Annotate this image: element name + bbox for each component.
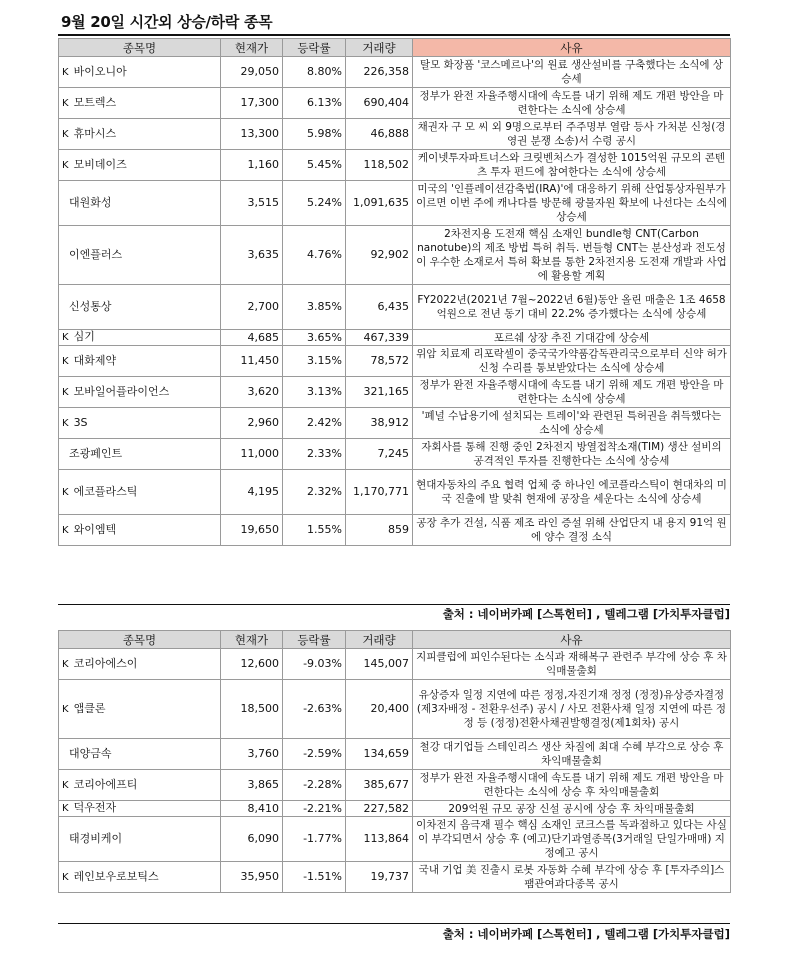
header-name: 종목명 [59, 631, 221, 649]
price-cell: 18,500 [221, 680, 283, 739]
volume-cell: 92,902 [346, 226, 413, 285]
table-row [59, 817, 731, 862]
market-marker: K [62, 658, 69, 670]
stock-name: 휴마시스 [73, 126, 117, 140]
market-marker: K [62, 803, 69, 814]
price-cell: 17,300 [221, 88, 283, 119]
stock-name-cell [59, 801, 221, 817]
fall-table [58, 630, 731, 893]
reason-cell: 정부가 완전 자율주행시대에 속도를 내기 위해 제도 개편 방안을 마련한다는 소식에 상승세 [413, 377, 731, 408]
fall-header-row [59, 631, 731, 649]
reason-cell: FY2022년(2021년 7월~2022년 6월)동안 올린 매출은 1조 4658억원으로 전년 동기 대비 22.2% 증가했다는 소식에 상승세 [413, 285, 731, 330]
change-cell: 5.98% [283, 119, 346, 150]
volume-cell: 6,435 [346, 285, 413, 330]
page-title: 9월 20일 시간외 상승/하락 종목 [61, 13, 273, 31]
reason-cell: 미국의 '인플레이션감축법(IRA)'에 대응하기 위해 산업통상자원부가 이르면 이번 주에 캐나다를 방문해 광물자원 확보에 나선다는 소식에 상승세 [413, 181, 731, 226]
volume-cell: 145,007 [346, 649, 413, 680]
change-cell: 2.32% [283, 470, 346, 515]
table-row [59, 739, 731, 770]
table-row [59, 680, 731, 739]
reason-cell: 정부가 완전 자율주행시대에 속도를 내기 위해 제도 개편 방안을 마련한다는 소식에 상승 후 차익매물출회 [413, 770, 731, 801]
price-cell: 11,000 [221, 439, 283, 470]
stock-name-cell [59, 770, 221, 801]
volume-cell: 46,888 [346, 119, 413, 150]
change-cell: -2.63% [283, 680, 346, 739]
market-marker: K [62, 703, 69, 715]
table-row [59, 862, 731, 893]
market-marker: K [62, 524, 69, 536]
stock-name: 와이엠텍 [73, 522, 117, 536]
stock-name: 모트렉스 [73, 95, 117, 109]
reason-cell: 209억원 규모 공장 신설 공시에 상승 후 차익매물출회 [413, 801, 731, 817]
volume-cell: 19,737 [346, 862, 413, 893]
volume-cell: 385,677 [346, 770, 413, 801]
table-row [59, 88, 731, 119]
stock-name-cell [59, 862, 221, 893]
volume-cell: 690,404 [346, 88, 413, 119]
price-cell: 3,760 [221, 739, 283, 770]
stock-name-cell [59, 408, 221, 439]
price-cell: 4,195 [221, 470, 283, 515]
stock-name: 레인보우로보틱스 [73, 869, 159, 883]
stock-name: 모비데이즈 [73, 157, 127, 171]
price-cell: 2,960 [221, 408, 283, 439]
volume-cell: 118,502 [346, 150, 413, 181]
volume-cell: 467,339 [346, 330, 413, 346]
stock-name-cell [59, 150, 221, 181]
change-cell: 3.13% [283, 377, 346, 408]
stock-name: 대양금속 [69, 747, 112, 760]
reason-cell: 자회사를 통해 진행 중인 2차전지 방열접착소재(TIM) 생산 설비의 공격적인 투자를 진행한다는 소식에 상승세 [413, 439, 731, 470]
header-change: 등락률 [283, 39, 346, 57]
fall-source-divider [58, 923, 730, 924]
price-cell: 13,300 [221, 119, 283, 150]
reason-cell: 지피클럽에 피인수된다는 소식과 재해복구 관련주 부각에 상승 후 차익매물출회 [413, 649, 731, 680]
stock-name: 바이오니아 [73, 64, 127, 78]
reason-cell: 채권자 구 모 씨 외 9명으로부터 주주명부 열람 등사 가처분 신청(경영권 분쟁 소송)서 수령 공시 [413, 119, 731, 150]
stock-name: 조광페인트 [69, 447, 123, 460]
header-volume: 거래량 [346, 39, 413, 57]
price-cell: 4,685 [221, 330, 283, 346]
stock-name: 태경비케이 [69, 832, 123, 845]
reason-cell: 정부가 완전 자율주행시대에 속도를 내기 위해 제도 개편 방안을 마련한다는 소식에 상승세 [413, 88, 731, 119]
stock-name-cell [59, 470, 221, 515]
stock-name-cell [59, 817, 221, 862]
market-marker: K [62, 128, 69, 140]
change-cell: 3.15% [283, 346, 346, 377]
stock-name: 신성통상 [69, 300, 112, 313]
price-cell: 3,865 [221, 770, 283, 801]
price-cell: 8,410 [221, 801, 283, 817]
stock-name-cell [59, 377, 221, 408]
volume-cell: 1,170,771 [346, 470, 413, 515]
stock-name-cell [59, 57, 221, 88]
change-cell: 3.65% [283, 330, 346, 346]
change-cell: 5.45% [283, 150, 346, 181]
market-marker: K [62, 871, 69, 883]
stock-name-cell [59, 285, 221, 330]
reason-cell: 철강 대기업들 스테인리스 생산 차질에 최대 수혜 부각으로 상승 후 차익매물출회 [413, 739, 731, 770]
price-cell: 29,050 [221, 57, 283, 88]
volume-cell: 321,165 [346, 377, 413, 408]
header-reason: 사유 [413, 39, 731, 57]
stock-name: 3S [73, 415, 88, 429]
table-row [59, 285, 731, 330]
market-marker: K [62, 386, 69, 398]
market-marker: K [62, 66, 69, 78]
table-row [59, 801, 731, 817]
rise-source-divider [58, 604, 730, 605]
stock-name: 모바일어플라이언스 [73, 384, 170, 398]
change-cell: -2.21% [283, 801, 346, 817]
change-cell: -9.03% [283, 649, 346, 680]
stock-name-cell [59, 649, 221, 680]
stock-name-cell [59, 119, 221, 150]
header-price: 현재가 [221, 39, 283, 57]
market-marker: K [62, 486, 69, 498]
reason-cell: 이차전지 음극재 필수 핵심 소재인 코크스를 독과점하고 있다는 사실이 부각되면서 상승 후 (예고)단기과열종목(3거래일 단일가매매) 지정예고 공시 [413, 817, 731, 862]
table-row [59, 408, 731, 439]
stock-name: 대원화성 [69, 196, 112, 209]
market-marker: K [62, 355, 69, 367]
price-cell: 3,620 [221, 377, 283, 408]
change-cell: 1.55% [283, 515, 346, 546]
reason-cell: 위암 치료제 리포락셀이 중국국가약품감독관리국으로부터 신약 허가 신청 수리를 통보받았다는 소식에 상승세 [413, 346, 731, 377]
stock-name-cell [59, 181, 221, 226]
change-cell: 4.76% [283, 226, 346, 285]
market-marker: K [62, 332, 69, 343]
price-cell: 35,950 [221, 862, 283, 893]
table-row [59, 57, 731, 88]
price-cell: 3,515 [221, 181, 283, 226]
table-row [59, 377, 731, 408]
stock-name-cell [59, 439, 221, 470]
volume-cell: 226,358 [346, 57, 413, 88]
reason-cell: 현대자동차의 주요 협력 업체 중 하나인 에코플라스틱이 현대차의 미국 진출에 발 맞춰 현재에 공장을 세운다는 소식에 상승세 [413, 470, 731, 515]
change-cell: -2.28% [283, 770, 346, 801]
change-cell: -2.59% [283, 739, 346, 770]
change-cell: 3.85% [283, 285, 346, 330]
stock-name-cell [59, 739, 221, 770]
stock-name-cell [59, 226, 221, 285]
volume-cell: 113,864 [346, 817, 413, 862]
table-row [59, 649, 731, 680]
header-change: 등락률 [283, 631, 346, 649]
volume-cell: 7,245 [346, 439, 413, 470]
price-cell: 11,450 [221, 346, 283, 377]
volume-cell: 1,091,635 [346, 181, 413, 226]
reason-cell: 케이넷투자파트너스와 크릿벤처스가 결성한 1015억원 규모의 콘텐츠 투자 펀드에 참여한다는 소식에 상승세 [413, 150, 731, 181]
stock-name: 앱클론 [73, 701, 106, 715]
price-cell: 1,160 [221, 150, 283, 181]
reason-cell: 탈모 화장품 '코스메르나'의 원료 생산설비를 구축했다는 소식에 상승세 [413, 57, 731, 88]
stock-name: 코리아에프티 [73, 777, 138, 791]
stock-name: 코리아에스이 [73, 656, 138, 670]
table-row [59, 770, 731, 801]
reason-cell: 포르쉐 상장 추진 기대감에 상승세 [413, 330, 731, 346]
table-row [59, 119, 731, 150]
change-cell: -1.51% [283, 862, 346, 893]
price-cell: 12,600 [221, 649, 283, 680]
market-marker: K [62, 159, 69, 171]
table-row [59, 470, 731, 515]
stock-name-cell [59, 346, 221, 377]
price-cell: 6,090 [221, 817, 283, 862]
volume-cell: 20,400 [346, 680, 413, 739]
stock-name: 심기 [73, 330, 95, 343]
title-divider [58, 34, 730, 36]
change-cell: 2.42% [283, 408, 346, 439]
rise-source: 출처 : 네이버카페 [스톡헌터] , 텔레그램 [가치투자클럽] [442, 607, 730, 621]
table-row [59, 150, 731, 181]
volume-cell: 134,659 [346, 739, 413, 770]
volume-cell: 38,912 [346, 408, 413, 439]
stock-name: 대화제약 [73, 353, 117, 367]
change-cell: 5.24% [283, 181, 346, 226]
stock-name: 덕우전자 [73, 801, 117, 814]
header-volume: 거래량 [346, 631, 413, 649]
header-name: 종목명 [59, 39, 221, 57]
change-cell: 2.33% [283, 439, 346, 470]
table-row [59, 346, 731, 377]
stock-name-cell [59, 515, 221, 546]
table-row [59, 439, 731, 470]
price-cell: 2,700 [221, 285, 283, 330]
change-cell: -1.77% [283, 817, 346, 862]
market-marker: K [62, 779, 69, 791]
rise-table [58, 38, 731, 546]
volume-cell: 859 [346, 515, 413, 546]
header-price: 현재가 [221, 631, 283, 649]
reason-cell: 유상증자 일정 지연에 따른 정정,자진기재 정정 (정정)유상증자결정(제3자배정 - 전환우선주) 공시 / 사모 전환사채 일정 지연에 따른 정정 등 (정정)전환사채권발행결정(제1회차) 공시 [413, 680, 731, 739]
market-marker: K [62, 97, 69, 109]
stock-name-cell [59, 330, 221, 346]
change-cell: 6.13% [283, 88, 346, 119]
market-marker: K [62, 417, 69, 429]
table-row [59, 226, 731, 285]
stock-name-cell [59, 680, 221, 739]
stock-name: 이엔플러스 [69, 248, 123, 261]
reason-cell: 공장 추가 건설, 식품 제조 라인 증설 위해 산업단지 내 용지 91억 원에 양수 결정 소식 [413, 515, 731, 546]
reason-cell: 2차전지용 도전재 핵심 소재인 bundle형 CNT(Carbon nanotube)의 제조 방법 특허 취득. 번들형 CNT는 분산성과 전도성이 우수한 소재로서 특허 확보를 통한 2차전지용 도전재 개발과 사업에 활용할 계획 [413, 226, 731, 285]
change-cell: 8.80% [283, 57, 346, 88]
volume-cell: 227,582 [346, 801, 413, 817]
price-cell: 19,650 [221, 515, 283, 546]
table-row [59, 330, 731, 346]
table-row [59, 515, 731, 546]
stock-name: 에코플라스틱 [73, 484, 138, 498]
rise-header-row [59, 39, 731, 57]
fall-source: 출처 : 네이버카페 [스톡헌터] , 텔레그램 [가치투자클럽] [442, 927, 730, 941]
stock-name-cell [59, 88, 221, 119]
price-cell: 3,635 [221, 226, 283, 285]
table-row [59, 181, 731, 226]
reason-cell: 국내 기업 美 진출시 로봇 자동화 수혜 부각에 상승 후 [투자주의]스팸관여과다종목 공시 [413, 862, 731, 893]
header-reason: 사유 [413, 631, 731, 649]
reason-cell: '폐널 수납용기에 설치되는 트레이'와 관련된 특허권을 취득했다는 소식에 상승세 [413, 408, 731, 439]
volume-cell: 78,572 [346, 346, 413, 377]
